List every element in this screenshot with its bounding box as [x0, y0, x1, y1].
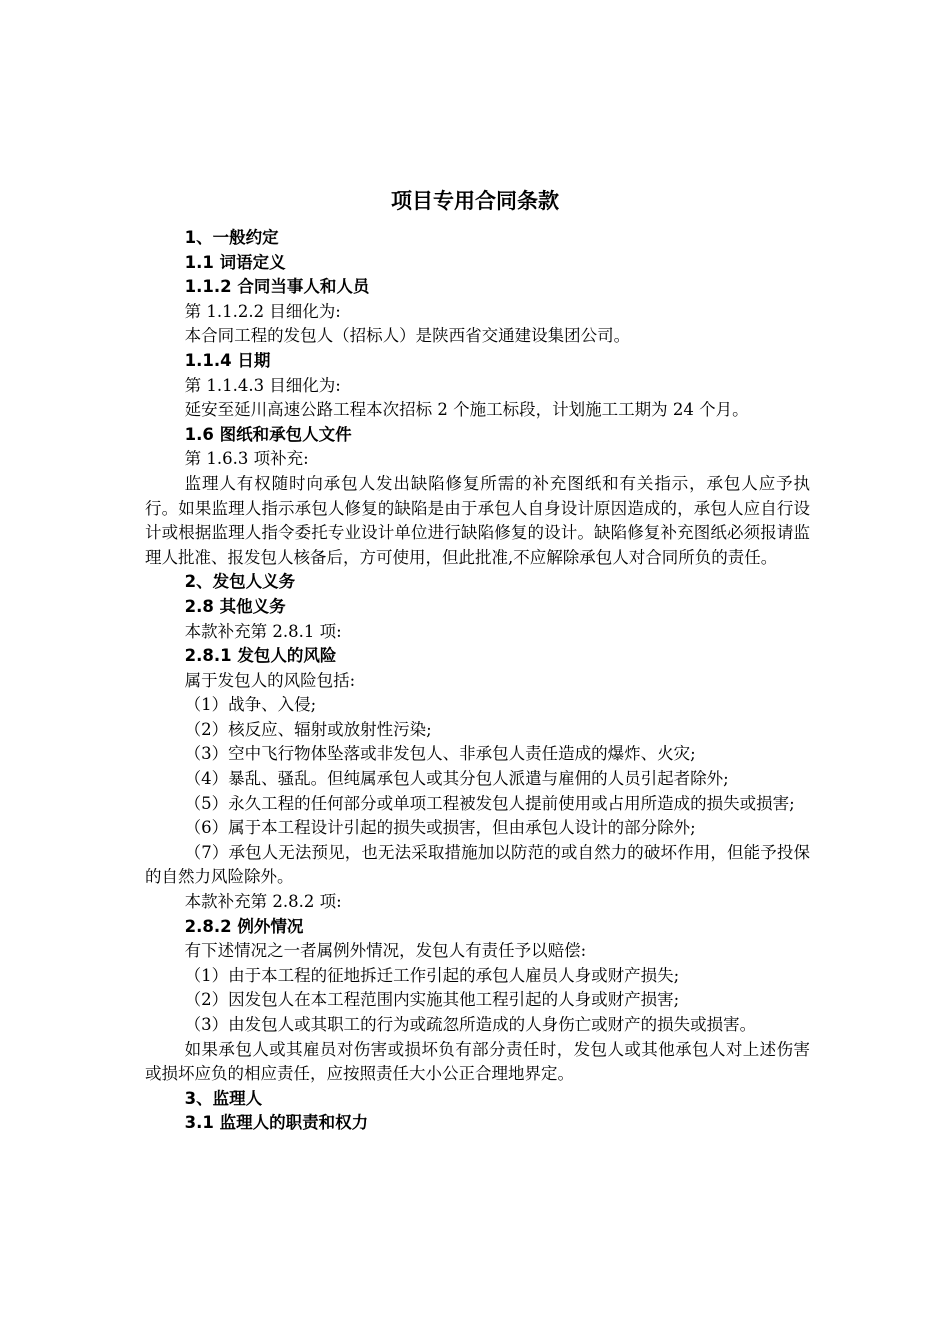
paragraph: 第 1.1.4.3 目细化为: [184, 375, 341, 395]
subsection-heading-2-8: 2.8 其他义务 [184, 596, 286, 616]
paragraph: 有下述情况之一者属例外情况，发包人有责任予以赔偿: [184, 941, 587, 961]
subsection-heading-3-1: 3.1 监理人的职责和权力 [184, 1113, 369, 1133]
paragraph: 监理人有权随时向承包人发出缺陷修复所需的补充图纸和有关指示，承包人应予执行。如果监理人指示承包人修复的缺陷是由于承包人自身设计原因造成的，承包人应自行设计或根据监理人指令委托专业设计单位进行缺陷修复的设计。缺陷修复补充图纸必须报请监理人批准、报发包人核备后，方可使用，但此批准,不应解除承包人对合同所负的责任。 [145, 473, 810, 567]
list-item: （7）承包人无法预见，也无法采取措施加以防范的或自然力的破坏作用，但能予投保的自然力风险除外。 [145, 842, 810, 887]
paragraph: 延安至延川高速公路工程本次招标 2 个施工标段，计划施工工期为 24 个月。 [184, 400, 749, 420]
clause-heading-1-1-4: 1.1.4 日期 [184, 350, 271, 370]
list-item: （5）永久工程的任何部分或单项工程被发包人提前使用或占用所造成的损失或损害; [184, 793, 795, 813]
list-item: （6）属于本工程设计引起的损失或损害，但由承包人设计的部分除外; [184, 818, 696, 838]
list-item: （2）因发包人在本工程范围内实施其他工程引起的人身或财产损害; [184, 990, 680, 1010]
paragraph: 第 1.1.2.2 目细化为: [184, 301, 341, 321]
document-body [145, 226, 810, 1136]
paragraph: 第 1.6.3 项补充: [184, 449, 309, 469]
clause-heading-2-8-1: 2.8.1 发包人的风险 [184, 646, 337, 666]
list-item: （1）战争、入侵; [184, 695, 317, 715]
section-heading-3: 3、监理人 [184, 1088, 263, 1108]
clause-heading-2-8-2: 2.8.2 例外情况 [184, 916, 304, 936]
subsection-heading-1-1: 1.1 词语定义 [184, 252, 286, 272]
section-heading-1: 1、一般约定 [184, 228, 279, 247]
clause-heading-1-1-2: 1.1.2 合同当事人和人员 [184, 277, 370, 297]
paragraph: 如果承包人或其雇员对伤害或损坏负有部分责任时，发包人或其他承包人对上述伤害或损坏应负的相应责任，应按照责任大小公正合理地界定。 [145, 1039, 810, 1084]
document-title: 项目专用合同条款 [391, 189, 559, 213]
paragraph: 本款补充第 2.8.2 项: [184, 892, 342, 912]
list-item: （4）暴乱、骚乱。但纯属承包人或其分包人派遣与雇佣的人员引起者除外; [184, 769, 729, 789]
paragraph: 属于发包人的风险包括: [184, 670, 356, 690]
paragraph: 本合同工程的发包人（招标人）是陕西省交通建设集团公司。 [184, 326, 631, 346]
subsection-heading-1-6: 1.6 图纸和承包人文件 [184, 424, 352, 444]
list-item: （3）由发包人或其职工的行为或疏忽所造成的人身伤亡或财产的损失或损害。 [184, 1015, 757, 1034]
paragraph: 本款补充第 2.8.1 项: [184, 621, 342, 641]
section-heading-2: 2、发包人义务 [184, 572, 296, 592]
list-item: （1）由于本工程的征地拆迁工作引起的承包人雇员人身或财产损失; [184, 965, 680, 985]
list-item: （2）核反应、辐射或放射性污染; [184, 719, 432, 739]
list-item: （3）空中飞行物体坠落或非发包人、非承包人责任造成的爆炸、火灾; [184, 744, 696, 764]
